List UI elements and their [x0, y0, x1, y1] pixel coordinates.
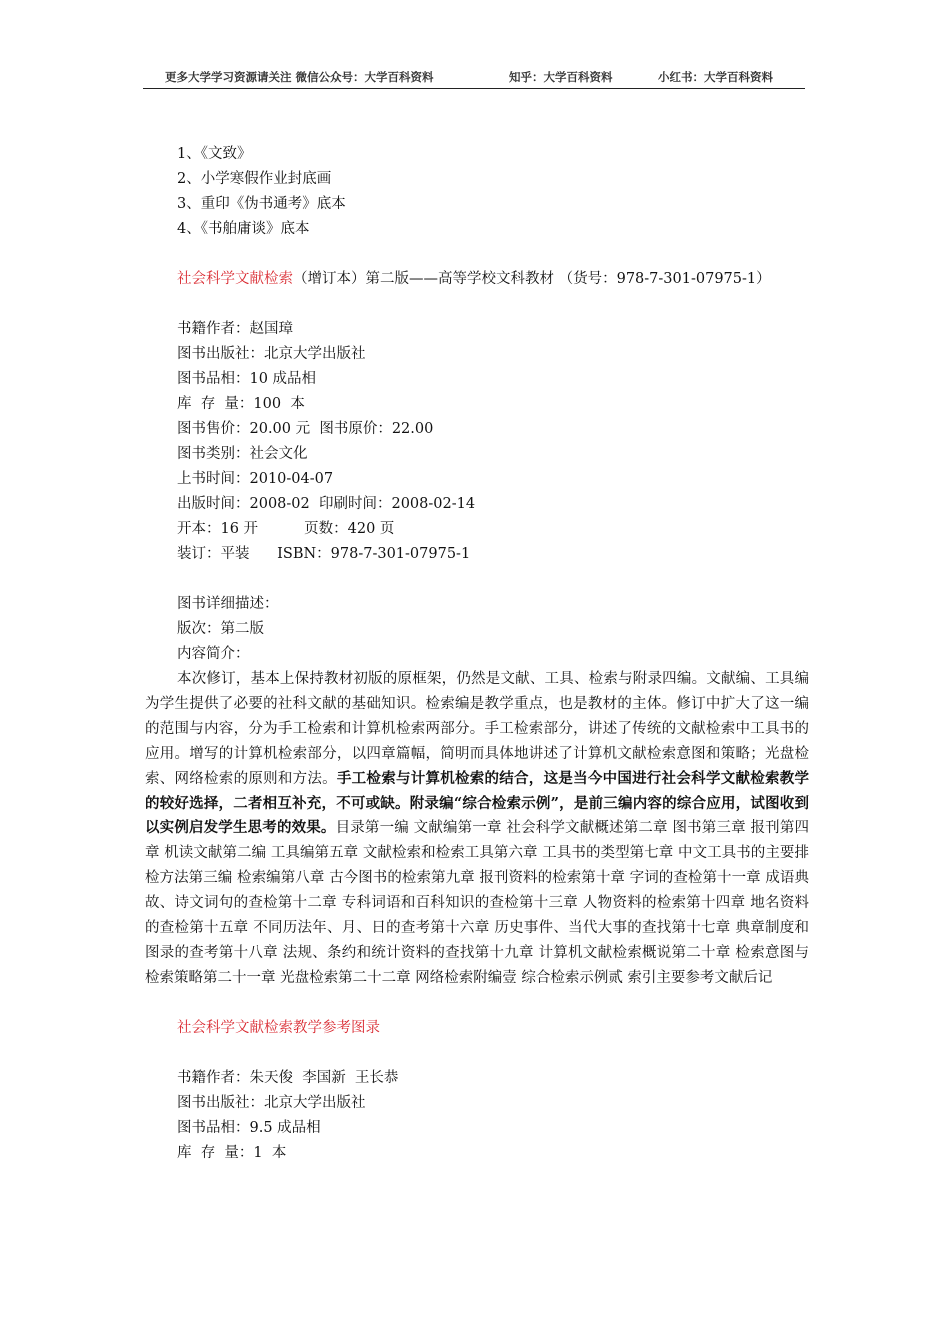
book1-field-condition: 图书品相：10 成品相 — [177, 371, 317, 387]
book2-field-stock: 库 存 量：1 本 — [177, 1144, 287, 1161]
book1-field-category: 图书类别：社会文化 — [177, 446, 308, 462]
list-item: 2、小学寒假作业封底画 — [177, 171, 332, 187]
summary-toc-text: 目录第一编 文献编第一章 社会科学文献概述第二章 图书第三章 报刊第四章 机读文献第二编 工具编第五章 文献检索和检索工具第六章 工具书的类型第七章 中文工具书的主要排检方法第三编 检索编第八章 古今图书的检索第九章 报刊资料的检索第十章 字词的查检第十一章 成语典故、诗文词句的查检第十二章 专科词语和百科知识的查检第十三章 人物资料的检索第十四章 地名资料的查检第十五章 不同历法年、月、日的查考第十六章 历史事件、当代大事的查找第十七章 典章制度和图录的查考第十八章 法规、条约和统计资料的查找第十九章 计算机文献检索概说第二十章 检索意图与检索策略第二十一章 光盘检索第二十二章 网络检索附编壹 综合检索示例贰 索引主要参考文献后记 — [145, 820, 809, 986]
list-item: 1、《文致》 — [177, 146, 252, 162]
book1-field-binding: 装订：平装 ISBN：978-7-301-07975-1 — [177, 546, 471, 562]
book1-summary-label: 内容简介： — [177, 646, 250, 662]
book1-field-author: 书籍作者：赵国璋 — [177, 321, 293, 337]
book2-field-author: 书籍作者：朱天俊 李国新 王长恭 — [177, 1069, 399, 1086]
header-zhihu: 知乎：大学百科资料 — [509, 70, 613, 84]
book1-summary — [145, 667, 809, 991]
book2-field-condition: 图书品相：9.5 成品相 — [177, 1119, 321, 1136]
list-item: 3、重印《伪书通考》底本 — [177, 196, 346, 212]
summary-text: 本次修订，基本上保持教材初版的原框架，仍然是文献、工具、检索与附录四编。文献编、工具编为学生提供了必要的社科文献的基础知识。检索编是教学重点，也是教材的主体。修订中扩大了这一编的范围与内容，分为手工检索和计算机检索两部分。手工检索部分，讲述了传统的文献检索中工具书的应用。增写的计算机检索部分，以四章篇幅，简明而具体地讲述了计算机文献检索意图和策略；光盘检索、网络检索的原则和方法。 — [145, 671, 809, 787]
book1-title — [145, 267, 809, 292]
book1-field-published: 出版时间：2008-02 印刷时间：2008-02-14 — [177, 496, 476, 512]
book1-title-red: 社会科学文献检索 — [177, 271, 293, 287]
book1-detail-label: 图书详细描述： — [177, 596, 279, 612]
page-header — [143, 66, 805, 89]
book2-title: 社会科学文献检索教学参考图录 — [177, 1019, 380, 1036]
book1-field-listed: 上书时间：2010-04-07 — [177, 471, 334, 487]
header-xiaohongshu: 小红书：大学百科资料 — [658, 70, 773, 84]
document-body — [145, 142, 809, 1166]
header-wechat: 更多大学学习资源请关注 微信公众号：大学百科资料 — [165, 70, 434, 84]
book1-field-price: 图书售价：20.00 元 图书原价：22.00 — [177, 421, 434, 437]
book1-field-format: 开本：16 开 页数：420 页 — [177, 521, 395, 537]
list-item: 4、《书舶庸谈》底本 — [177, 221, 310, 237]
book2-field-publisher: 图书出版社：北京大学出版社 — [177, 1094, 366, 1111]
book1-title-rest: （增订本）第二版——高等学校文科教材 （货号：978-7-301-07975-1） — [293, 271, 771, 287]
book1-edition: 版次：第二版 — [177, 621, 264, 637]
summary-bold-text: 手工检索与计算机检索的结合，这是当今中国进行社会科学文献检索教学的较好选择，二者相互补充，不可或缺。附录编“综合检索示例”，是前三编内容的综合应用，试图收到以实例启发学生思考的效果。 — [145, 769, 810, 837]
book1-field-stock: 库 存 量：100 本 — [177, 396, 305, 412]
book1-field-publisher: 图书出版社：北京大学出版社 — [177, 346, 366, 362]
